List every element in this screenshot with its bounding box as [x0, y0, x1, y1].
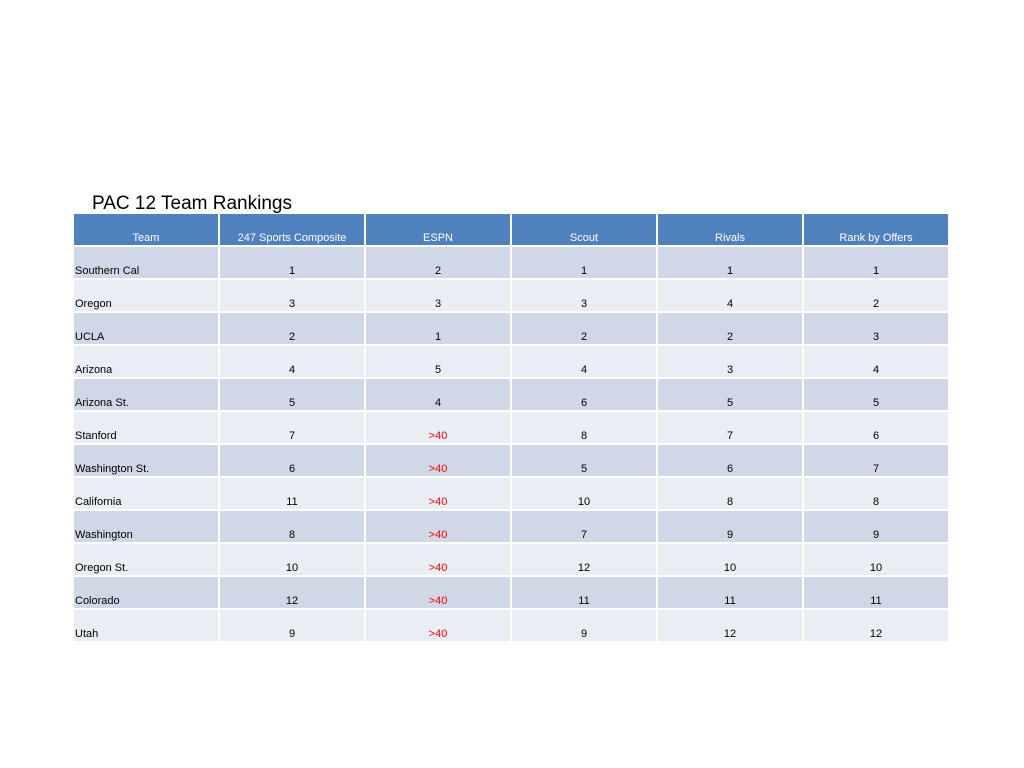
rank-cell: 9: [220, 610, 364, 641]
rank-cell: 3: [658, 346, 802, 377]
rank-cell: >40: [366, 412, 510, 443]
rank-cell: 11: [658, 577, 802, 608]
team-name-cell: Arizona: [74, 346, 218, 377]
rank-cell: 5: [512, 445, 656, 476]
rank-cell: 9: [658, 511, 802, 542]
rank-cell: 10: [220, 544, 364, 575]
table-row: [74, 247, 948, 278]
rank-cell: 11: [512, 577, 656, 608]
table-row: [74, 610, 948, 641]
rank-cell: 7: [658, 412, 802, 443]
rank-cell: 5: [804, 379, 948, 410]
rank-cell: 1: [512, 247, 656, 278]
rank-cell: 6: [512, 379, 656, 410]
table-row: [74, 544, 948, 575]
team-name-cell: Oregon St.: [74, 544, 218, 575]
table-row: [74, 577, 948, 608]
rank-cell: 6: [220, 445, 364, 476]
rank-cell: >40: [366, 511, 510, 542]
rank-cell: 4: [512, 346, 656, 377]
rank-cell: 9: [512, 610, 656, 641]
column-header-espn: ESPN: [366, 214, 510, 245]
rank-cell: 2: [220, 313, 364, 344]
table-header-row: [74, 214, 948, 245]
rank-cell: 1: [804, 247, 948, 278]
rank-cell: 4: [658, 280, 802, 311]
rank-cell: 3: [366, 280, 510, 311]
column-header-247-sports: 247 Sports Composite: [220, 214, 364, 245]
table-row: [74, 313, 948, 344]
rank-cell: 12: [804, 610, 948, 641]
rank-cell: 2: [366, 247, 510, 278]
rank-cell: 1: [658, 247, 802, 278]
rank-cell: 2: [804, 280, 948, 311]
rank-cell: 3: [512, 280, 656, 311]
rank-cell: >40: [366, 544, 510, 575]
rank-cell: 6: [658, 445, 802, 476]
table-row: [74, 379, 948, 410]
rank-cell: 7: [804, 445, 948, 476]
rank-cell: 12: [658, 610, 802, 641]
team-name-cell: Colorado: [74, 577, 218, 608]
rank-cell: 8: [804, 478, 948, 509]
rank-cell: 5: [220, 379, 364, 410]
table-row: [74, 412, 948, 443]
rank-cell: 11: [804, 577, 948, 608]
rank-cell: 6: [804, 412, 948, 443]
rank-cell: 4: [366, 379, 510, 410]
rank-cell: 10: [512, 478, 656, 509]
rank-cell: 4: [220, 346, 364, 377]
team-name-cell: Arizona St.: [74, 379, 218, 410]
rank-cell: >40: [366, 577, 510, 608]
team-name-cell: Washington: [74, 511, 218, 542]
team-name-cell: California: [74, 478, 218, 509]
rank-cell: >40: [366, 478, 510, 509]
rank-cell: 5: [366, 346, 510, 377]
rank-cell: 8: [220, 511, 364, 542]
column-header-rivals: Rivals: [658, 214, 802, 245]
rank-cell: 1: [220, 247, 364, 278]
rank-cell: 12: [220, 577, 364, 608]
rank-cell: 3: [220, 280, 364, 311]
rank-cell: 8: [658, 478, 802, 509]
rank-cell: >40: [366, 610, 510, 641]
rank-cell: 3: [804, 313, 948, 344]
rank-cell: 4: [804, 346, 948, 377]
column-header-rank-by-offers: Rank by Offers: [804, 214, 948, 245]
rank-cell: 10: [658, 544, 802, 575]
rank-cell: 2: [512, 313, 656, 344]
table-row: [74, 280, 948, 311]
team-name-cell: Southern Cal: [74, 247, 218, 278]
rank-cell: 10: [804, 544, 948, 575]
rankings-table: [72, 212, 950, 643]
rank-cell: 7: [220, 412, 364, 443]
rank-cell: >40: [366, 445, 510, 476]
table-row: [74, 478, 948, 509]
table-row: [74, 445, 948, 476]
table-row: [74, 511, 948, 542]
team-name-cell: UCLA: [74, 313, 218, 344]
rank-cell: 12: [512, 544, 656, 575]
team-name-cell: Washington St.: [74, 445, 218, 476]
rank-cell: 7: [512, 511, 656, 542]
team-name-cell: Stanford: [74, 412, 218, 443]
rank-cell: 11: [220, 478, 364, 509]
table-body: [74, 247, 948, 641]
rank-cell: 9: [804, 511, 948, 542]
column-header-team: Team: [74, 214, 218, 245]
rank-cell: 1: [366, 313, 510, 344]
rank-cell: 8: [512, 412, 656, 443]
team-name-cell: Utah: [74, 610, 218, 641]
rank-cell: 5: [658, 379, 802, 410]
table-row: [74, 346, 948, 377]
column-header-scout: Scout: [512, 214, 656, 245]
team-name-cell: Oregon: [74, 280, 218, 311]
page-title: PAC 12 Team Rankings: [92, 193, 292, 214]
rank-cell: 2: [658, 313, 802, 344]
